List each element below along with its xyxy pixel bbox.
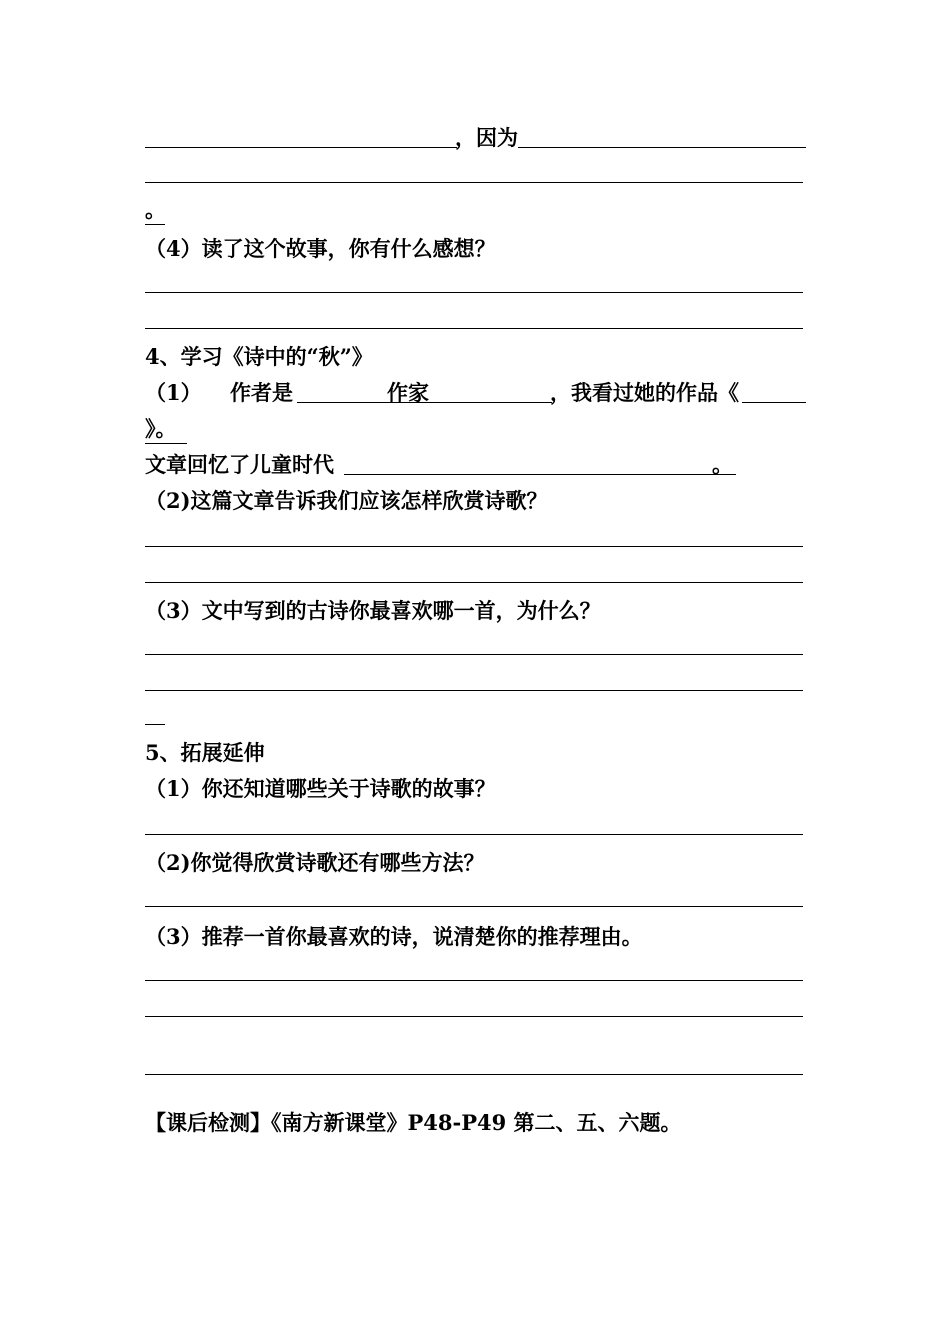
question-4-1-label: （1）	[145, 380, 202, 405]
answer-line[interactable]	[145, 1074, 803, 1075]
answer-line[interactable]	[344, 474, 736, 475]
answer-line[interactable]	[742, 402, 806, 403]
answer-line[interactable]	[145, 654, 803, 655]
answer-line[interactable]	[145, 1016, 803, 1017]
section-5-title: 5、拓展延伸	[145, 740, 265, 765]
answer-line[interactable]	[145, 182, 803, 183]
sentence-end-mark: 。	[145, 197, 165, 225]
answer-line[interactable]	[145, 724, 165, 725]
question-5-1: （1）你还知道哪些关于诗歌的故事？	[145, 776, 496, 801]
after-class-check: 【课后检测】《南方新课堂》P48-P49 第二、五、六题。	[145, 1110, 682, 1135]
answer-line[interactable]	[145, 292, 803, 293]
answer-line[interactable]	[145, 980, 803, 981]
childhood-text: 文章回忆了儿童时代	[145, 452, 334, 477]
answer-line[interactable]	[145, 582, 803, 583]
answer-line[interactable]	[145, 147, 457, 148]
because-text: ，因为	[455, 125, 518, 150]
question-5-2: （2)你觉得欣赏诗歌还有哪些方法？	[145, 850, 485, 875]
answer-line[interactable]	[518, 147, 806, 148]
question-5-3: （3）推荐一首你最喜欢的诗，说清楚你的推荐理由。	[145, 924, 643, 949]
question-4-3: （3）文中写到的古诗你最喜欢哪一首，为什么？	[145, 598, 601, 623]
author-is-text: 作者是	[230, 380, 293, 405]
question-3-4: （4）读了这个故事，你有什么感想？	[145, 236, 496, 261]
seen-works-text: ，我看过她的作品《	[550, 380, 739, 405]
question-4-2: （2)这篇文章告诉我们应该怎样欣赏诗歌？	[145, 488, 548, 513]
work-title-close: 》。	[145, 416, 187, 444]
answer-line[interactable]	[145, 906, 803, 907]
section-4-title: 4、学习《诗中的“秋”》	[145, 344, 373, 369]
answer-line[interactable]	[145, 328, 803, 329]
sentence-end-mark: 。	[712, 452, 733, 477]
answer-line[interactable]	[145, 834, 803, 835]
author-answer: 作家	[387, 380, 429, 405]
answer-line[interactable]	[145, 546, 803, 547]
answer-line[interactable]	[145, 690, 803, 691]
